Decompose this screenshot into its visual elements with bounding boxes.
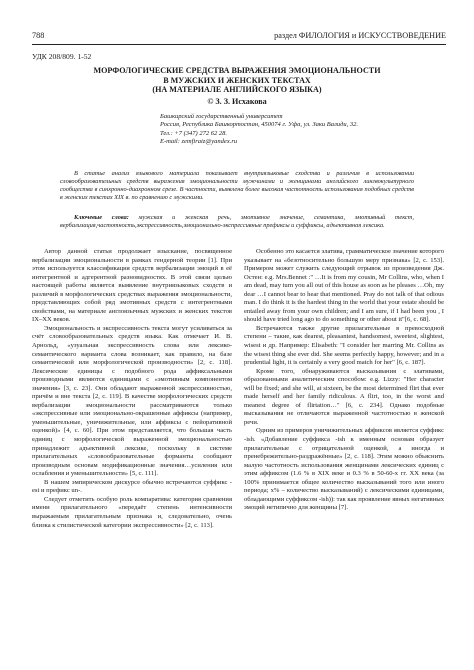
affiliation-line: Россия, Республика Башкортостан, 450074 г. Уфа, ул. Заки Валиди, 32. bbox=[160, 121, 359, 129]
keywords-text: мужская и женская речь, эмотивное значение, семантика, эмотивный текст, вербализация,частотность,экспрессивность,эмоционально-экспрессивные префиксы и суффиксы, адъективная лексика. bbox=[60, 214, 414, 230]
affiliation-line: Тел.: +7 (347) 272 62 28. bbox=[160, 129, 227, 137]
paragraph: Одним из примеров уничижительных аффиксов является суффикс -ish. «Добавление суффикса -ish к именным основам образует прилагательные с отрицательной оценкой, а иногда и пренебрежительно-раздражённые» [2, с. 118]. Этим можно объяснить малую частотность использования женщинами лексических единиц с этим аффиксом (1.6 % в XIX веке и 0.3 % в 50-60-х гг. XX века (за 100% принимается общее количество высказываний того или иного периода; x% – количество высказываний) с лексическими единицами, обладающими суффиксом -ish)): так как проявление явных негативных эмоций нетипично для женщины [7]. bbox=[244, 427, 444, 512]
udk-code: УДК 208/809. 1-52 bbox=[32, 52, 92, 61]
keywords-label: Ключевые слова: bbox=[74, 214, 129, 221]
title-line: (НА МАТЕРИАЛЕ АНГЛИЙСКОГО ЯЗЫКА) bbox=[152, 85, 322, 95]
right-column bbox=[244, 248, 444, 513]
article-title bbox=[60, 66, 414, 95]
left-column bbox=[32, 248, 232, 530]
author: © З. З. Исхакова bbox=[207, 97, 267, 106]
paragraph: В нашем эмпирическом дискурсе обычно встречаются суффикс -est и префикс un-. bbox=[32, 478, 232, 495]
page-number: 788 bbox=[32, 31, 45, 40]
abstract: В статье анализ языкового материала показывает внутриязыковые сходства и различия в использовании словообразовательных средств выражения эмоциональности мужчинами и женщинами английского лингвокультурного сообщества в синхронно-диахронном срезе. В частности, выявлена более высокая частотность использования подобных средств в женских текстах XIX в. по сравнению с мужскими. bbox=[60, 170, 414, 202]
paragraph: Особенно это касается элатива, грамматическое значение которого указывает на «безотносительно большую меру признака» [2, с. 153]. Примером может служить следующий отрывок из произведения Дж. Остен: e.g. Mrs.Bennet :" …It is from my cousin, Mr Collins, who, when I am dead, may turn you all out of this house as soon as he pleases …Oh, my dear …I cannot bear to hear that mentioned. Pray do not talk of that odious man. I do think it is the hardest thing in the world that your estate should be entailed away from your own children; and I am sure, if I had been you , I should have tried long ago to do something or other about it"[6, с. 68]. bbox=[244, 248, 444, 324]
title-line: В МУЖСКИХ И ЖЕНСКИХ ТЕКСТАХ bbox=[163, 75, 311, 85]
paragraph: Кроме того, обнаруживаются высказывания с элативами, образованными аналитическим способом: e.g. Lizzy: "Her character will be fixed; and she will, at sixteen, be the most determined flirt that ever made herself and her family ridiculous. A flirt, too, in the worst and meanest degree of flirtation…" [6, с. 234]. Однако подобные высказывания не отличаются выраженной частотностью в женской речи. bbox=[244, 367, 444, 426]
affiliation-line: Башкирский государственный университет bbox=[160, 113, 283, 120]
affiliation bbox=[160, 113, 414, 146]
running-header bbox=[32, 30, 446, 45]
section-title: раздел ФИЛОЛОГИЯ и ИСКУССТВОВЕДЕНИЕ bbox=[274, 31, 446, 40]
paragraph: Следует отметить особую роль компаратива: категория сравнения имени прилагательного «передаёт степень интенсивности выражаемым прилагательным признака и, следовательно, очень близка к стилистической категории экспрессивности» [2, с. 113]. bbox=[32, 495, 232, 529]
affiliation-line: E-mail: zemfiraiz@yandex.ru bbox=[160, 137, 238, 145]
keywords bbox=[60, 214, 414, 230]
paragraph: Автор данной статьи продолжает изыскание, посвященное вербализации эмоциональности в рамках гендерной теории [1]. При этом используется классификация средств вербализации эмоций в её интегрентной и адгерентной разновидностях. В этой связи целью настоящей работы является выявление внутриязыковых сходств и различий в морфологических средствах выражения эмоциональности, представляющих собой ряд эмотивных средств с интегрентными свойствами, на материале англоязычных мужских и женских текстов IX–XX веков. bbox=[32, 248, 232, 324]
title-line: МОРФОЛОГИЧЕСКИЕ СРЕДСТВА ВЫРАЖЕНИЯ ЭМОЦИОНАЛЬНОСТИ bbox=[93, 66, 381, 75]
paragraph: Встречаются также другие прилагательные в превосходной степени – такие, как dearest, pleasantest, handsomest, sweetest, slightest, wisest и др. Например: Elisabeth: "I consider her marring Mr. Collins as the wisest thing she ever did. She seems perfectly happy, however; and in a prudential light, it is certainly a very good match for her" [6, с. 187]. bbox=[244, 324, 444, 367]
paragraph: Эмоциональность и экспрессивность текста могут усиливаться за счёт словообразовательных средств языка. Как отмечает И. В. Арнольд, «узуальная экспрессивность слова или лексико-семантического варианта слова возникает, как правило, на базе семантической или морфологической производности» [2, с. 118]. Лексические единицы с подобного рода аффиксальными производными являются единицами с «эмотивным компонентом значения» [3, с. 23]. Они обладают выраженной экспрессивностью, причём и вне текста [2, с. 119]. В качестве морфологических средств вербализации эмоциональности рассматриваются только «экспрессивные или эмоционально-окрашенные аффиксы (например, уменьшительные, уничижительные, или аффиксы с пейоративной оценкой)» [4, с. 60]. При этом представляется, что большая часть единиц с морфологической выраженной эмоциональностью принадлежит адъективной лексике, поскольку в системе прилагательных «словообразовательные форманты сообщают производным основам модификационные значения…усиления или ослабления и уменьшительности» [5, с. 111]. bbox=[32, 324, 232, 478]
